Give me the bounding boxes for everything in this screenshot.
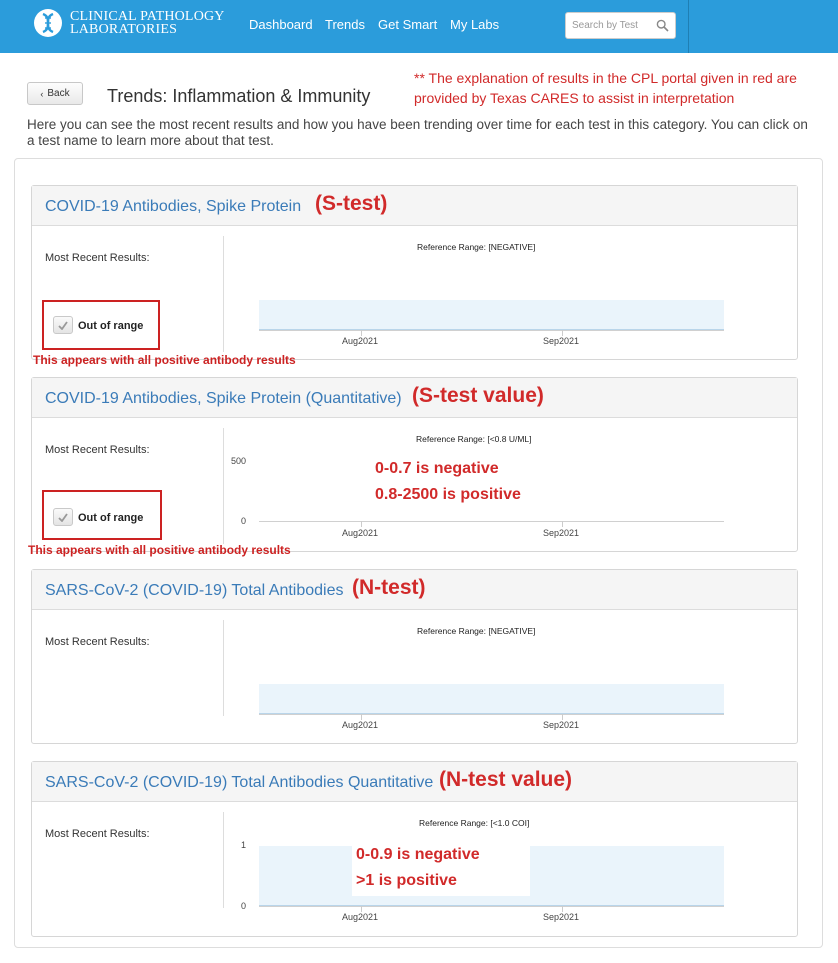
- annotation-tag: (N-test value): [439, 768, 573, 791]
- annotation-tag: (S-test): [315, 192, 388, 215]
- reference-range: Reference Range: [<0.8 U/ML]: [416, 434, 532, 444]
- reference-range: Reference Range: [NEGATIVE]: [417, 242, 536, 252]
- panel-header: [32, 570, 797, 610]
- brand-line-1: CLINICAL PATHOLOGY: [70, 9, 225, 24]
- check-icon: [58, 513, 68, 522]
- back-button-label: Back: [47, 88, 70, 99]
- check-icon: [58, 321, 68, 330]
- annotation-caption: This appears with all positive antibody results: [33, 353, 296, 367]
- test-panel: [31, 377, 798, 552]
- test-name-link[interactable]: SARS-CoV-2 (COVID-19) Total Antibodies: [45, 582, 344, 599]
- y-tick-label: 1: [241, 840, 247, 850]
- panel-divider: [223, 236, 224, 352]
- cpl-logo-icon[interactable]: [34, 9, 62, 37]
- x-axis: [259, 521, 724, 522]
- test-name-link[interactable]: SARS-CoV-2 (COVID-19) Total Antibodies Quantitative: [45, 774, 434, 791]
- annotation-tag: (S-test value): [412, 384, 544, 407]
- reference-band: [259, 684, 724, 714]
- brand-name[interactable]: [70, 10, 225, 36]
- x-tick-label: Sep2021: [543, 912, 580, 922]
- out-of-range-checkbox[interactable]: [53, 508, 73, 526]
- nav-dashboard[interactable]: Dashboard: [249, 17, 313, 32]
- search-box: [565, 12, 676, 39]
- annotation-tag: (N-test): [352, 576, 426, 599]
- test-name-link[interactable]: COVID-19 Antibodies, Spike Protein (Quantitative): [45, 390, 402, 407]
- top-navigation-bar: [0, 0, 838, 53]
- annotation-note: ** The explanation of results in the CPL portal given in red are provided by Texas CARES to assist in interpretation: [414, 70, 797, 106]
- reference-band: [259, 300, 724, 330]
- panel-header: [32, 378, 797, 418]
- panel-divider: [223, 812, 224, 908]
- test-panel: [31, 185, 798, 360]
- annotation-caption: This appears with all positive antibody results: [28, 543, 291, 557]
- interpretation-negative: 0-0.9 is negative: [356, 846, 480, 863]
- nav-my-labs[interactable]: My Labs: [450, 17, 500, 32]
- interpretation-negative: 0-0.7 is negative: [375, 460, 499, 477]
- out-of-range-checkbox[interactable]: [53, 316, 73, 334]
- x-tick-label: Aug2021: [342, 336, 379, 346]
- interpretation-note: [371, 456, 525, 508]
- panel-divider: [223, 620, 224, 716]
- reference-range: Reference Range: [<1.0 COI]: [419, 818, 530, 828]
- y-tick-label: 0: [241, 901, 247, 911]
- panel-header: [32, 186, 797, 226]
- header-divider: [688, 0, 689, 53]
- interpretation-positive: 0.8-2500 is positive: [375, 486, 521, 503]
- most-recent-label: Most Recent Results:: [45, 828, 150, 840]
- brand-line-2: LABORATORIES: [70, 22, 178, 37]
- test-panel: [31, 569, 798, 744]
- y-tick-label: 0: [241, 516, 247, 526]
- x-axis: [259, 714, 724, 715]
- nav-trends[interactable]: Trends: [325, 17, 365, 32]
- most-recent-label: Most Recent Results:: [45, 636, 150, 648]
- nav-get-smart[interactable]: Get Smart: [378, 17, 438, 32]
- page-title: Trends: Inflammation & Immunity: [107, 86, 371, 106]
- search-input[interactable]: [566, 13, 652, 38]
- x-axis: [259, 330, 724, 331]
- search-icon[interactable]: [656, 19, 669, 32]
- x-tick-label: Sep2021: [543, 720, 580, 730]
- out-of-range-label: Out of range: [78, 320, 144, 332]
- panel-divider: [223, 428, 224, 544]
- intro-text: Here you can see the most recent results and how you have been trending over time for each test in this category. You can click on a test name to learn more about that test.: [27, 117, 808, 148]
- interpretation-note: [352, 842, 530, 896]
- x-tick-label: Sep2021: [543, 528, 580, 538]
- most-recent-label: Most Recent Results:: [45, 444, 150, 456]
- x-tick-label: Sep2021: [543, 336, 580, 346]
- back-button[interactable]: [27, 82, 83, 105]
- reference-range: Reference Range: [NEGATIVE]: [417, 626, 536, 636]
- test-panel: [31, 761, 798, 937]
- x-tick: [361, 521, 362, 527]
- interpretation-positive: >1 is positive: [356, 872, 457, 889]
- x-tick-label: Aug2021: [342, 720, 379, 730]
- chevron-left-icon: ‹: [40, 88, 44, 99]
- x-tick-label: Aug2021: [342, 912, 379, 922]
- test-name-link[interactable]: COVID-19 Antibodies, Spike Protein: [45, 198, 302, 215]
- x-tick: [562, 521, 563, 527]
- y-tick-label: 500: [231, 456, 247, 466]
- out-of-range-label: Out of range: [78, 512, 144, 524]
- most-recent-label: Most Recent Results:: [45, 252, 150, 264]
- panel-header: [32, 762, 797, 802]
- x-tick-label: Aug2021: [342, 528, 379, 538]
- x-axis: [259, 906, 724, 907]
